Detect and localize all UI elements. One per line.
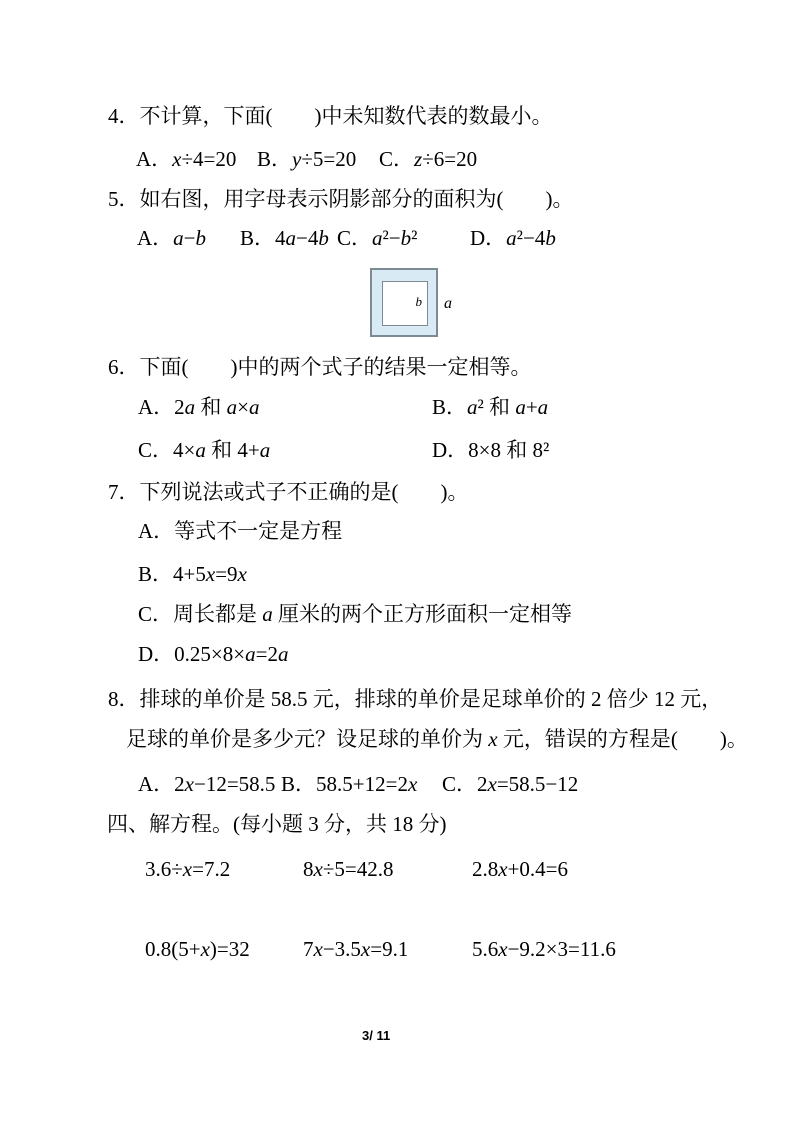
q5-stem: 5．如右图，用字母表示阴影部分的面积为( )。 [108,187,574,211]
equation-4: 0.8(5+x)=32 [145,937,250,961]
q5-option-a: A．a−b [137,226,207,250]
q6-option-d: D．8×8 和 8² [432,438,550,462]
q6-stem: 6．下面( )中的两个式子的结果一定相等。 [108,355,532,379]
q7-stem: 7．下列说法或式子不正确的是( )。 [108,480,469,504]
figure-inner-square [382,281,428,326]
q7-option-a: A．等式不一定是方程 [138,519,343,543]
page-number: 3/ 11 [362,1028,391,1043]
equation-3: 2.8x+0.4=6 [472,857,569,881]
q5-option-c: C．a²−b² [337,226,418,250]
q8-option-b: B．58.5+12=2x [281,772,418,796]
equation-1: 3.6÷x=7.2 [145,857,231,881]
q6-option-b: B．a² 和 a+a [432,395,549,419]
q4-stem: 4．不计算，下面( )中未知数代表的数最小。 [108,104,553,128]
q4-option-c: C．z÷6=20 [379,147,478,171]
q5-option-b: B．4a−4b [240,226,329,250]
equation-6: 5.6x−9.2×3=11.6 [472,937,616,961]
figure-outer-square [370,268,438,337]
q8-option-a: A．2x−12=58.5 [138,772,276,796]
q8-stem-line2: 足球的单价是多少元？设足球的单价为 x 元，错误的方程是( )。 [126,727,748,751]
q4-option-b: B．y÷5=20 [257,147,357,171]
q6-option-a: A．2a 和 a×a [138,395,260,419]
figure-inner-side-label: b [415,294,422,309]
q7-option-b: B．4+5x=9x [138,562,247,586]
q7-option-d: D．0.25×8×a=2a [138,642,289,666]
equation-5: 7x−3.5x=9.1 [303,937,409,961]
q5-option-d: D．a²−4b [470,226,556,250]
q8-stem-line1: 8．排球的单价是 58.5 元，排球的单价是足球单价的 2 倍少 12 元， [108,687,723,711]
q7-option-c: C．周长都是 a 厘米的两个正方形面积一定相等 [138,602,573,626]
q4-option-a: A．x÷4=20 [136,147,237,171]
q5-shaded-square-figure [370,268,470,338]
section-4-title: 四、解方程。(每小题 3 分，共 18 分) [107,812,447,836]
q6-option-c: C．4×a 和 4+a [138,438,271,462]
q8-option-c: C．2x=58.5−12 [442,772,579,796]
equation-2: 8x÷5=42.8 [303,857,394,881]
figure-outer-side-label: a [444,295,452,312]
